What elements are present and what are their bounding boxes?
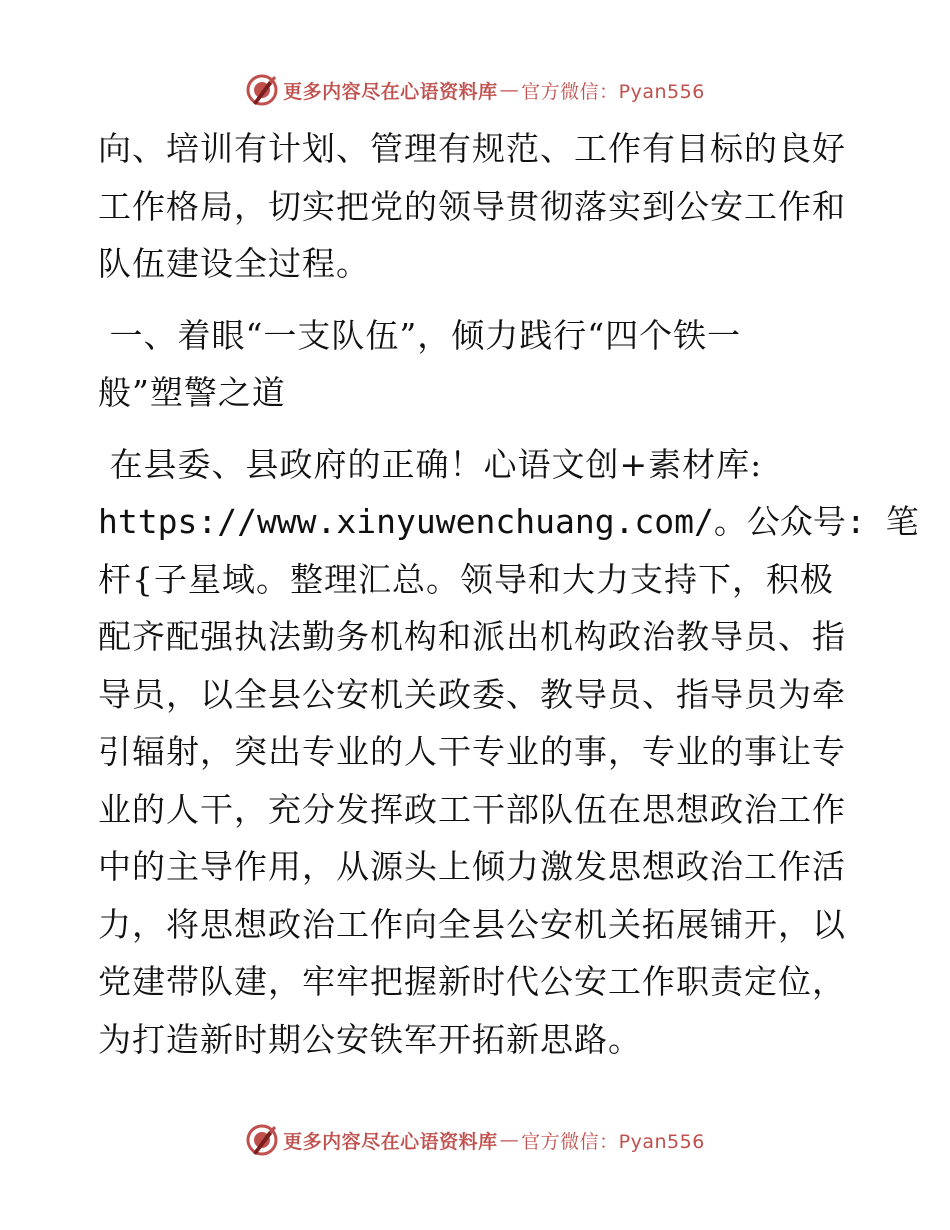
header-watermark-banner	[0, 70, 950, 110]
text-line: 导员，以全县公安机关政委、教导员、指导员为牵	[98, 674, 846, 714]
text-line: 向、培训有计划、管理有规范、工作有目标的良好	[98, 129, 846, 168]
text-line: 配齐配强执法勤务机构和派出机构政治教导员、指	[98, 617, 846, 656]
pen-logo-icon	[245, 73, 279, 107]
banner-dash: —	[499, 79, 520, 101]
text-line: 杆{子星域。整理汇总。领导和大力支持下，积极	[98, 559, 834, 599]
paragraph-closing	[98, 120, 858, 293]
section-heading	[98, 307, 858, 422]
text-line: 引辐射，突出专业的人干专业的事，专业的事让专	[98, 732, 846, 771]
paragraph-body	[98, 436, 919, 1069]
text-line: 队伍建设全过程。	[98, 244, 370, 283]
banner-dash: —	[499, 1129, 520, 1151]
banner-wechat-text: 官方微信：Pyan556	[521, 80, 705, 103]
text-line: 党建带队建，牢牢把握新时代公安工作职责定位，	[98, 962, 846, 1001]
text-line: 业的人干，充分发挥政工干部队伍在思想政治工作	[98, 789, 846, 829]
footer-watermark-banner	[0, 1120, 950, 1160]
pen-logo-icon	[245, 1123, 279, 1157]
text-line: 在县委、县政府的正确！心语文创+素材库:	[98, 444, 763, 484]
heading-line: 般”塑警之道	[98, 373, 286, 412]
banner-lead-text: 更多内容尽在心语资料库	[283, 1130, 498, 1153]
text-line: 中的主导作用，从源头上倾力激发思想政治工作活	[98, 847, 846, 886]
text-line: https://www.xinyuwenchuang.com/。公众号: 笔	[98, 502, 919, 541]
text-line: 力，将思想政治工作向全县公安机关拓展铺开，以	[98, 904, 846, 944]
banner-lead-text: 更多内容尽在心语资料库	[283, 80, 498, 103]
document-body	[98, 120, 919, 1068]
text-line: 工作格局，切实把党的领导贯彻落实到公安工作和	[98, 186, 846, 226]
heading-line: 一、着眼“一支队伍”，倾力践行“四个铁一	[98, 315, 742, 355]
banner-wechat-text: 官方微信：Pyan556	[521, 1130, 705, 1153]
text-line: 为打造新时期公安铁军开拓新思路。	[98, 1019, 642, 1059]
